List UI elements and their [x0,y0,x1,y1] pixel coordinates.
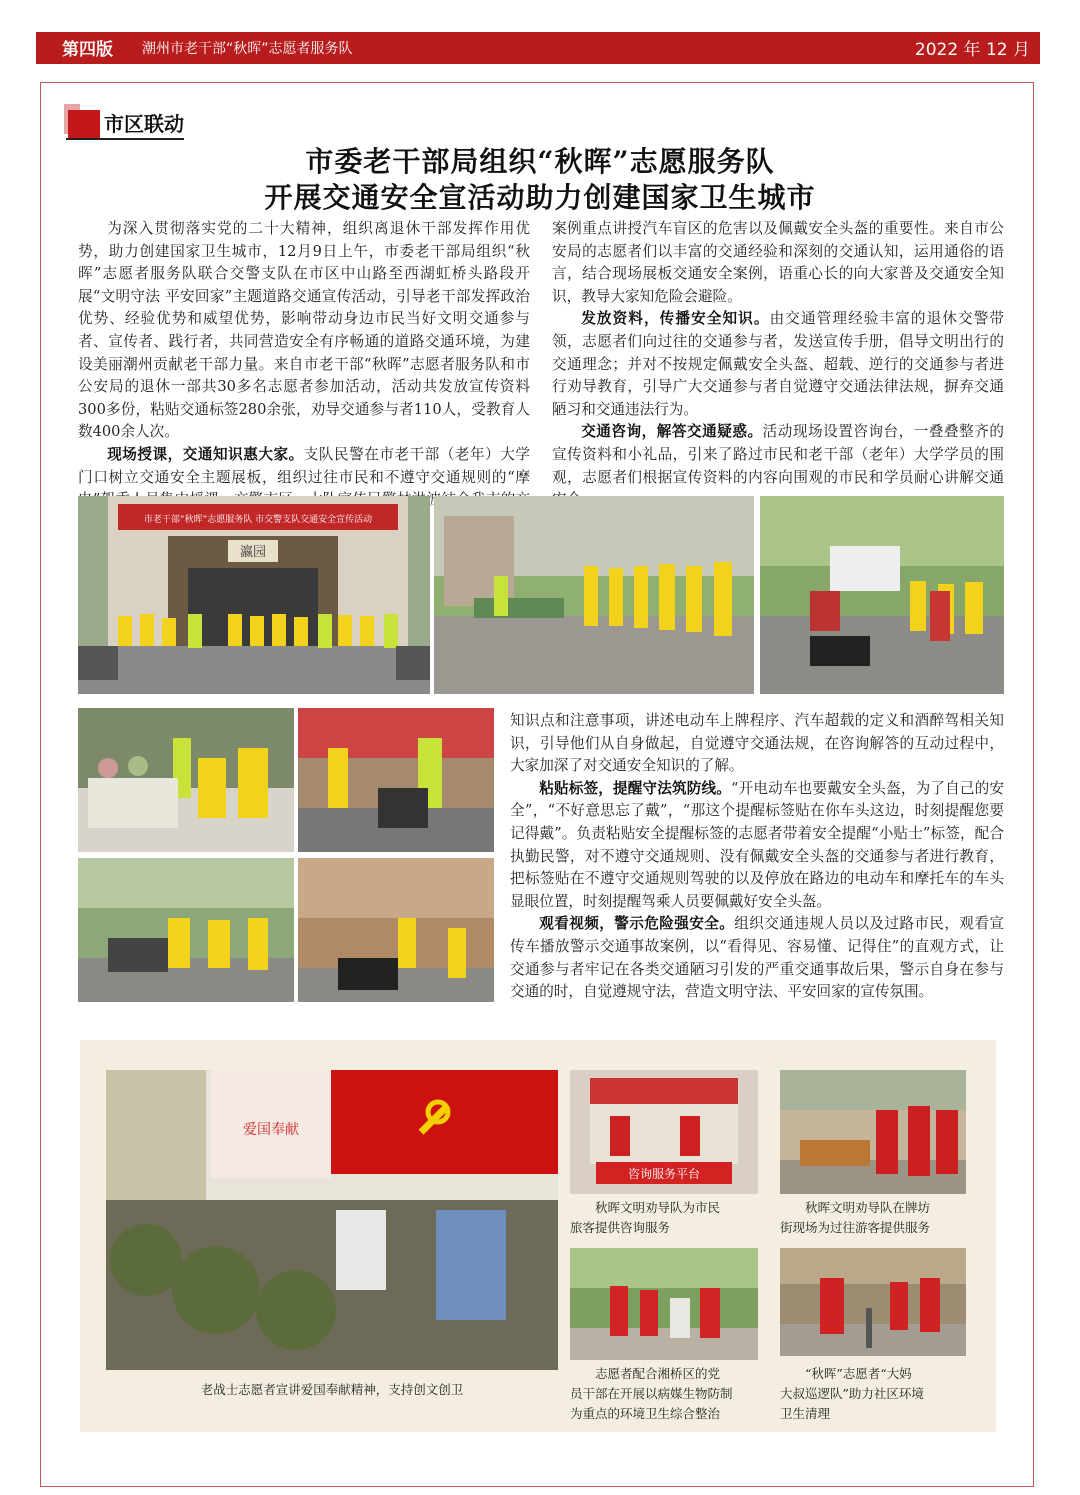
paragraph-text: “开电动车也要戴安全头盔，为了自己的安全”，“不好意思忘了戴”，“那这个提醒标签贴在你车头这边，时刻提醒您要记得戴”。负责粘贴安全提醒标签的志愿者带着安全提醒“小贴士”标签，配合执勤民警，对不遵守交通规则、没有佩戴安全头盔的交通参与者进行教育，把标签贴在不遵守交通规则驾驶的以及停放在路边的电动车和摩托车的车头显眼位置，时刻提醒驾乘人员要佩戴好安全头盔。 [510,779,1004,910]
photo-street-lineup [434,496,754,694]
photo-paifang-street [780,1070,966,1194]
edition-label: 第四版 [62,40,113,60]
caption-4-line: “秋晖”志愿者“大妈 [805,1366,912,1381]
caption-3-line: 员干部在开展以病媒生物防制 [570,1386,733,1401]
photo-consultation-table [78,708,294,852]
article-column-3 [510,710,1004,1004]
headline-line2: 开展交通安全宣活动助力创建国家卫生城市 [264,181,816,214]
caption-4-line: 卫生清理 [780,1406,831,1421]
party-banner: 爱国奉献 [243,1122,299,1138]
section-marker [68,110,100,138]
page-header [36,32,1040,64]
paragraph-text: 由交通管理经验丰富的退休交警带领，志愿者们向过往的交通参与者，发送宣传手册，倡导文明出行的交通理念；并对不按规定佩戴安全头盔、超载、逆行的交通参与者进行劝导教育，引导广大交通参与者自觉遵守交通法律法规，摒弃交通陋习和交通违法行为。 [552,310,1004,418]
caption-main: 老战士志愿者宣讲爱国奉献精神，支持创文创卫 [200,1382,464,1397]
banner-text: 市老干部“秋晖”志愿服务队 市交警支队交通安全宣传活动 [143,515,373,525]
paragraph-text: 知识点和注意事项，讲述电动车上牌程序、汽车超载的定义和酒醉驾相关知识，引导他们从自身做起，自觉遵守交通法规，在咨询解答的互动过程中，大家加深了对交通安全知识的了解。 [510,712,1004,775]
article-paragraph [510,913,1004,1003]
caption-4 [780,1364,976,1424]
paragraph-text: 活动现场设置咨询台，一叠叠整齐的宣传资料和小礼品，引来了路过市民和老干部（老年）大学学员的围观，志愿者们根据宣传资料的内容向围观的市民和学员耐心讲解交通 [552,423,1004,486]
paragraph-text: 为深入贯彻落实党的二十大精神，组织离退休干部发挥作用优势，助力创建国家卫生城市，12月9日上午，市委老干部局组织“秋晖”志愿者服务队联合交警支队在市区中山路至西湖虹桥头路段开展“文明守法 平安回家”主题道路交通宣传活动，引导老干部发挥政治优势、经验优势和威望优势，影响带动身边市民当好文明交通参与者、宣传者、践行者，共同营造安全有序畅通的道路交通环境，为建设美丽潮州贡献老干部力量。来自市老干部“秋晖”志愿者服务队和市公安局的退休一部共30多名志愿者参加活动，活动共发放宣传资料300多份，粘贴交通标签280余张，劝导交通参与者110人，受教育人数400余人次。 [78,220,530,441]
gate-sign: 瀛园 [239,545,267,560]
paragraph-text: 组织交通违规人员以及过路市民，观看宣传车播放警示交通事故案例，以“看得见、容易懂、记得住”的直观方式，让交通参与者牢记在各类交通陋习引发的严重交通事故后果，警示自身在参与交通的时，自觉遵规守法，营造文明守法、平安回家的宣传氛围。 [510,915,1004,1001]
caption-4-line: 大叔巡逻队”助力社区环境 [780,1386,924,1401]
photo-sanitation-work [570,1248,758,1360]
caption-3-line: 为重点的环境卫生综合整治 [570,1406,721,1421]
paragraph-lead: 发放资料，传播安全知识。 [581,310,770,328]
paragraph-lead: 现场授课，交通知识惠大家。 [107,445,304,463]
caption-2-line: 秋晖文明劝导队在牌坊 [805,1200,931,1215]
photo-group-at-gate [78,496,430,694]
caption-1 [570,1198,762,1238]
caption-3 [570,1364,762,1424]
header-date: 2022 年 12 月 [914,40,1030,60]
article-paragraph [552,308,1004,421]
paragraph-text: 支队民警在市老干部（老年）大学门口树立交通安全主题展板，组织过往市民和不遵守交通规则的“摩 林洪波结合 [78,445,530,509]
caption-1-line: 秋晖文明劝导队为市民 [595,1200,721,1215]
platform-sign: 咨询服务平台 [627,1167,701,1181]
caption-3-line: 志愿者配合湘桥区的党 [595,1366,721,1381]
photo-motorcyclist-talk [298,858,494,1002]
article-column-1 [78,218,530,534]
photo-sticker-on-bike [78,858,294,1002]
photo-veterans-meeting [106,1070,558,1370]
caption-2 [780,1198,976,1238]
article-paragraph [552,218,1004,308]
section-label: 市区联动 [104,112,184,136]
photo-motorbike-stop [760,496,1004,694]
header-title: 潮州市老干部“秋晖”志愿者服务队 [142,41,353,57]
article-paragraph [78,218,530,444]
caption-1-line: 旅客提供咨询服务 [570,1220,671,1235]
article-paragraph [510,778,1004,914]
article-paragraph [510,710,1004,778]
photo-service-platform [570,1070,758,1194]
headline-line1: 市委老干部局组织“秋晖”志愿服务队 [305,145,775,178]
photo-patrol-cleaning [780,1248,966,1356]
paragraph-text: 案例重点讲授汽车盲区的危害以及佩戴安全头盔的重要性。来自市公安局的志愿者们以丰富的交通经验和深刻的交通认知，运用通俗的语言，结合现场展板交通安全案例，语重心长的向大家普及交通安全知识，教导大家知危险会避险。 [552,220,1004,305]
paragraph-lead: 交通咨询，解答交通疑惑。 [581,423,763,441]
paragraph-lead: 粘贴标签，提醒守法筑防线。 [539,779,731,797]
caption-2-line: 街现场为过往游客提供服务 [780,1220,931,1235]
article-column-2 [552,218,1004,512]
photo-scooter-sticker [298,708,494,852]
paragraph-lead: 观看视频，警示危险强安全。 [539,915,735,933]
